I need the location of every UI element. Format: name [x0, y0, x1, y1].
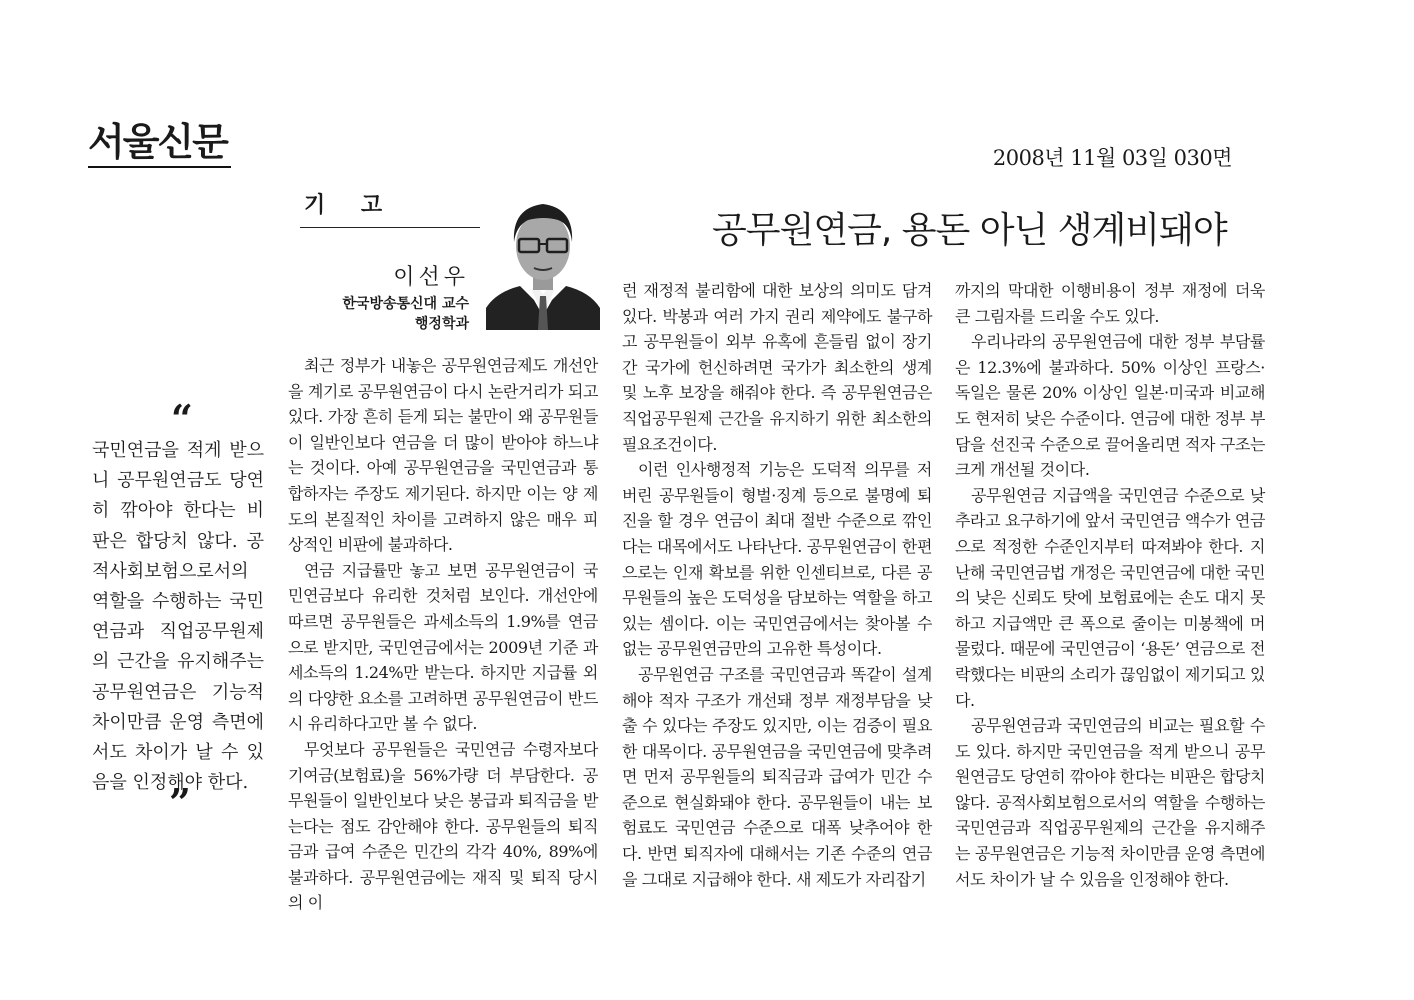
- paragraph: 무엇보다 공무원들은 국민연금 수령자보다 기여금(보험료)을 56%가량 더 부담한다. 공무원들이 일반인보다 낮은 봉급과 퇴직금을 받는다는 점도 감안해야 한다. 공무원들의 퇴직금과 급여 수준은 민간의 각각 40%, 89%에 불과하다. 공무원연금에는 재직 및 퇴직 당시의 이: [288, 739, 598, 913]
- article-column-3: [955, 278, 1265, 892]
- author-affiliation: [342, 294, 469, 334]
- paragraph: 까지의 막대한 이행비용이 정부 재정에 더욱 큰 그림자를 드리울 수도 있다.: [955, 281, 1265, 326]
- author-affiliation-line-1: 한국방송통신대 교수: [342, 296, 469, 312]
- paragraph: 우리나라의 공무원연금에 대한 정부 부담률은 12.3%에 불과하다. 50% 이상인 프랑스·독일은 물론 20% 이상인 일본·미국과 비교해도 현저히 낮은 수준이다. 연금에 대한 정부 부담을 선진국 수준으로 끌어올리면 적자 구조는 크게 개선될 것이다.: [955, 332, 1265, 480]
- author-affiliation-line-2: 행정학과: [414, 316, 469, 332]
- paragraph: 공무원연금과 국민연금의 비교는 필요할 수도 있다. 하지만 국민연금을 적게 받으니 공무원연금도 당연히 깎아야 한다는 비판은 합당치 않다. 공적사회보험으로서의 역할을 수행하는 국민연금과 직업공무원제의 근간을 유지해주는 공무원연금은 기능적 차이만큼 운영 측면에서도 차이가 날 수 있음을 인정해야 한다.: [955, 716, 1265, 889]
- paragraph: 연금 지급률만 놓고 보면 공무원연금이 국민연금보다 유리한 것처럼 보인다. 개선안에 따르면 공무원들은 과세소득의 1.9%를 연금으로 받지만, 국민연금에서는 2009년 기준 과세소득의 1.24%만 받는다. 하지만 지급률 외의 다양한 요소를 고려하면 공무원연금이 반드시 유리하다고만 볼 수 없다.: [288, 560, 598, 734]
- author-name: 이선우: [393, 265, 469, 290]
- paragraph: 런 재정적 불리함에 대한 보상의 의미도 담겨 있다. 박봉과 여러 가지 권리 제약에도 불구하고 공무원들이 외부 유혹에 흔들림 없이 장기간 국가에 헌신하려면 국가가 최소한의 생계 및 노후 보장을 해줘야 한다. 즉 공무원연금은 직업공무원제 근간을 유지하기 위한 최소한의 필요조건이다.: [622, 281, 932, 454]
- paragraph: 이런 인사행정적 기능은 도덕적 의무를 저버린 공무원들이 형벌·징계 등으로 불명예 퇴진을 할 경우 연금이 최대 절반 수준으로 깎인다는 대목에서도 나타난다. 공무원연금이 한편으로는 인재 확보를 위한 인센티브로, 다른 공무원들의 높은 도덕성을 담보하는 역할을 하고 있는 셈이다. 이는 국민연금에서는 찾아볼 수 없는 공무원연금만의 고유한 특성이다.: [622, 460, 932, 659]
- pull-quote: 국민연금을 적게 받으니 공무원연금도 당연히 깎아야 한다는 비판은 합당치 않다. 공적사회보험으로서의 역할을 수행하는 국민연금과 직업공무원제의 근간을 유지해주는 공무원연금은 기능적 차이만큼 운영 측면에서도 차이가 날 수 있음을 인정해야 한다.: [92, 440, 264, 794]
- open-quote-mark: “: [171, 396, 193, 441]
- publication-dateline: 2008년 11월 03일 030면: [992, 146, 1232, 170]
- article-column-1: [288, 353, 598, 916]
- author-portrait-photo: [486, 190, 600, 330]
- article-column-2: [622, 278, 932, 892]
- close-quote-mark: ”: [169, 780, 191, 825]
- paragraph: 최근 정부가 내놓은 공무원연금제도 개선안을 계기로 공무원연금이 다시 논란거리가 되고 있다. 가장 흔히 듣게 되는 불만이 왜 공무원들이 일반인보다 연금을 더 많이 받아야 하느냐는 것이다. 아예 공무원연금을 국민연금과 통합하자는 주장도 제기된다. 하지만 이는 양 제도의 본질적인 차이를 고려하지 않은 매우 피상적인 비판에 불과하다.: [288, 356, 598, 555]
- article-headline: 공무원연금, 용돈 아닌 생계비돼야: [712, 210, 1227, 251]
- paragraph: 공무원연금 지급액을 국민연금 수준으로 낮추라고 요구하기에 앞서 국민연금 액수가 연금으로 적정한 수준인지부터 따져봐야 한다. 지난해 국민연금법 개정은 국민연금에 대한 국민의 낮은 신뢰도 탓에 보험료에는 손도 대지 못하고 지급액만 큰 폭으로 줄이는 미봉책에 머물렀다. 때문에 국민연금이 ‘용돈’ 연금으로 전락했다는 비판의 소리가 끊임없이 제기되고 있다.: [955, 485, 1265, 710]
- newspaper-masthead: 서울신문: [88, 118, 231, 168]
- section-label: 기 고: [300, 188, 480, 228]
- paragraph: 공무원연금 구조를 국민연금과 똑같이 설계해야 적자 구조가 개선돼 정부 재정부담을 낮출 수 있다는 주장도 있지만, 이는 검증이 필요한 대목이다. 공무원연금을 국민연금에 맞추려면 먼저 공무원들의 퇴직금과 급여가 민간 수준으로 현실화돼야 한다. 공무원들이 내는 보험료도 국민연금 수준으로 대폭 낮추어야 한다. 반면 퇴직자에 대해서는 기존 수준의 연금을 그대로 지급해야 한다. 새 제도가 자리잡기: [622, 664, 932, 889]
